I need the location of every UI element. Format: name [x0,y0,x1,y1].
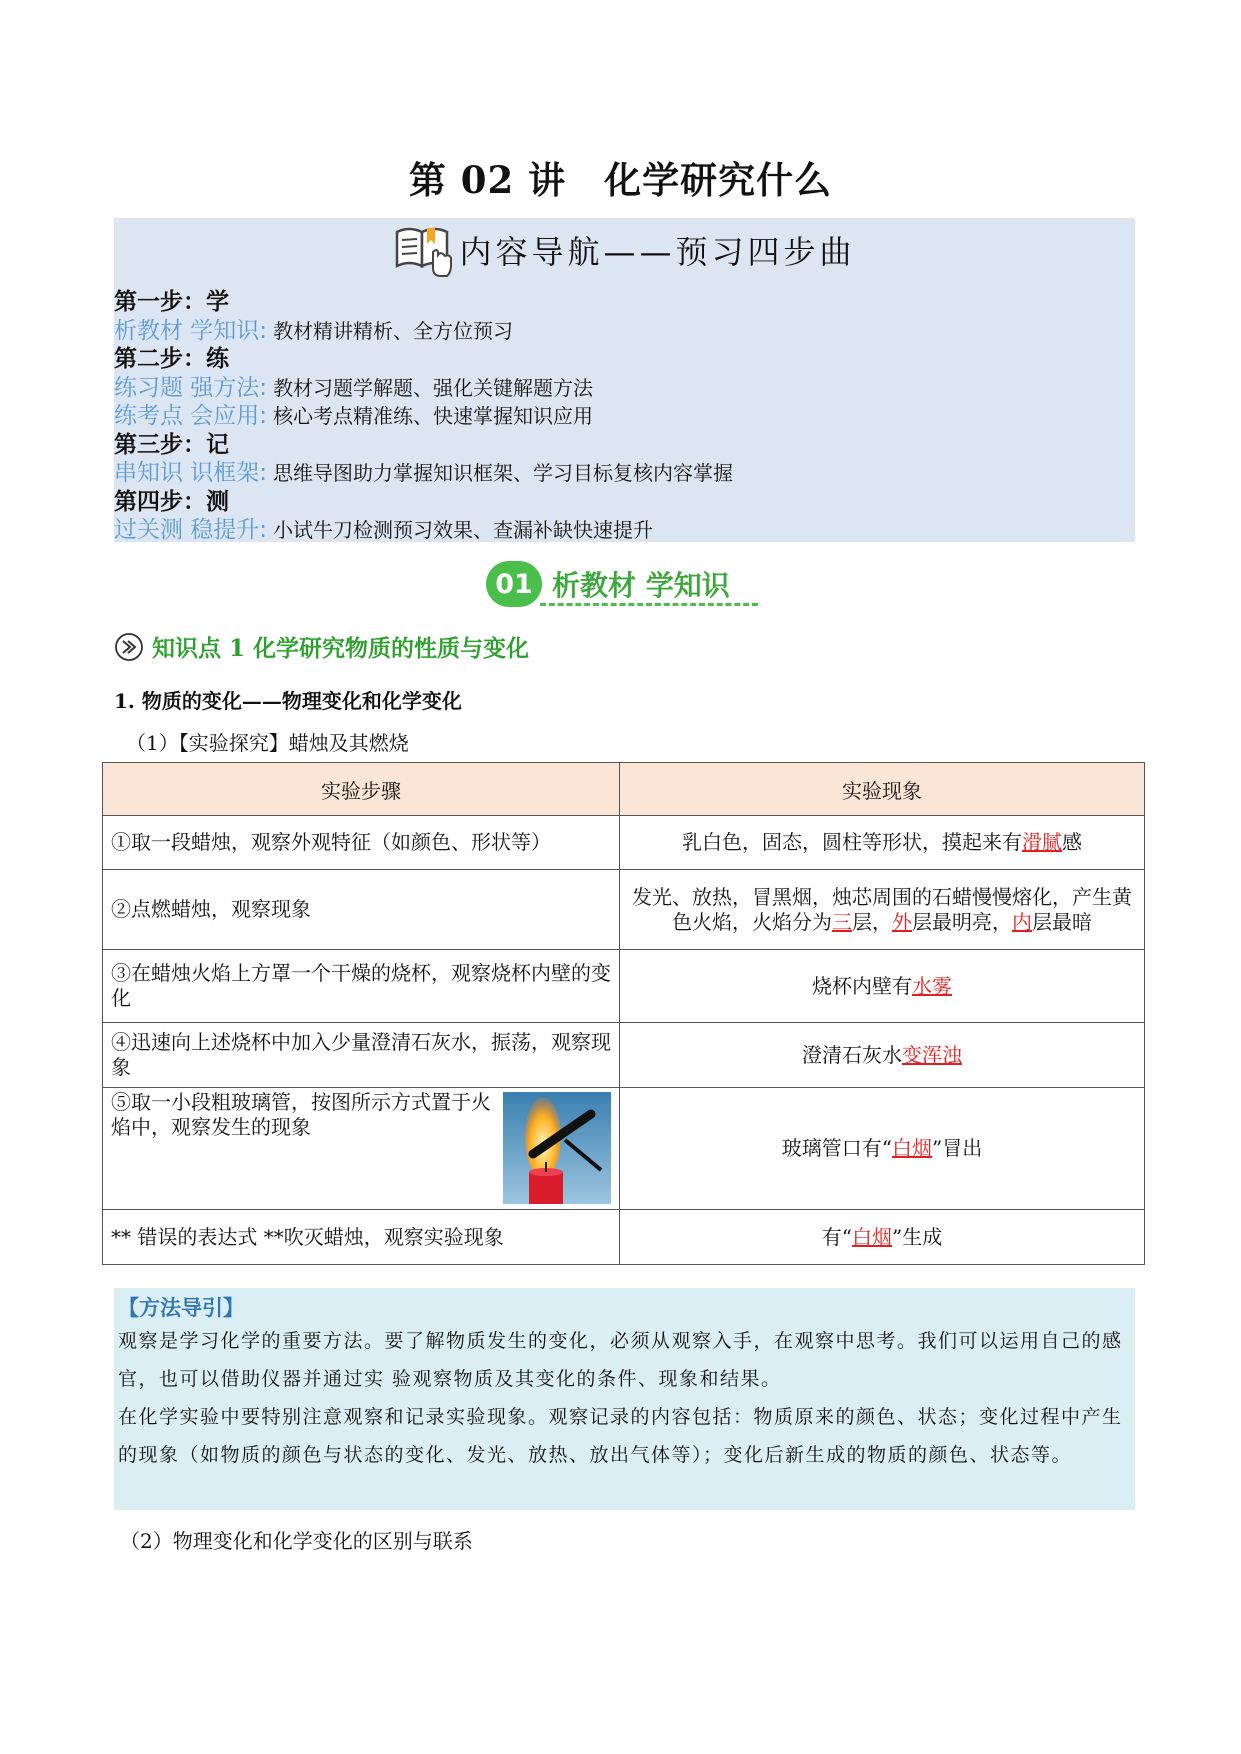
page-title: 第 02 讲 化学研究什么 [408,158,833,202]
answer-blank: 白烟 [852,1224,892,1249]
table-header-row [103,763,1145,816]
nav-item-desc: 教材精讲精析、全方位预习 [273,318,514,343]
step-cell: ** 错误的表达式 **吹灭蜡烛，观察实验现象 [103,1210,620,1265]
table-row [103,950,1145,1023]
column-header-steps: 实验步骤 [103,763,620,816]
experiment-table [102,762,1145,1265]
nav-item-desc: 小试牛刀检测预习效果、查漏补缺快速提升 [273,518,654,542]
step-cell [103,1088,620,1210]
step-cell: ②点燃蜡烛，观察现象 [103,870,620,950]
section-number: 01 [486,561,542,607]
answer-blank: 外 [892,909,912,934]
method-guide-title: 【方法导引】 [118,1296,244,1320]
nav-item-key: 串知识 识框架: [114,460,268,486]
phenomenon-cell [620,1023,1145,1088]
table-row [103,1210,1145,1265]
phenomenon-text: ”冒出 [932,1136,983,1160]
subheading-difference-relation: （2）物理变化和化学变化的区别与联系 [120,1529,473,1553]
answer-blank: 内 [1012,909,1032,934]
phenomenon-text: 发光、放热，冒黑烟，烛芯周围的石蜡慢慢熔化，产生黄色火焰，火焰分为 [632,884,1132,934]
answer-blank: 变浑浊 [902,1042,962,1067]
nav-step-heading: 第三步：记 [114,430,229,458]
chevron-right-circle-icon [114,632,144,662]
phenomenon-text: 玻璃管口有“ [781,1136,892,1160]
answer-blank: 三 [832,909,852,934]
method-paragraph: 在化学实验中要特别注意观察和记录实验现象。观察记录的内容包括：物质原来的颜色、状态；变化过程中产生的现象（如物质的颜色与状态的变化、发光、放热、放出气体等）；变化后新生成的物质的颜色、状态等。 [118,1406,1123,1466]
table-row [103,1088,1145,1210]
phenomenon-text: 澄清石灰水 [802,1042,902,1067]
step-cell: ③在蜡烛火焰上方罩一个干燥的烧杯，观察烧杯内壁的变化 [103,950,620,1023]
nav-step-heading: 第一步：学 [114,288,229,315]
phenomenon-text: 层最明亮， [912,909,1012,934]
phenomenon-cell [620,870,1145,950]
nav-item-desc: 教材习题学解题、强化关键解题方法 [273,375,594,400]
phenomenon-text: 层最暗 [1032,909,1092,934]
section-dashed-underline [540,603,758,606]
table-row [103,1023,1145,1088]
nav-header [114,218,1135,282]
content-navigation [114,218,1135,542]
candle-glass-tube-image [503,1092,611,1204]
book-pointer-icon [393,222,455,278]
subheading-physical-chemical-change: 1. 物质的变化——物理变化和化学变化 [114,689,462,713]
nav-item-desc: 思维导图助力掌握知识框架、学习目标复核内容掌握 [273,461,734,485]
nav-item-key: 析教材 学知识: [114,317,268,344]
phenomenon-text: 烧杯内壁有 [812,973,912,998]
answer-blank: 滑腻 [1022,830,1062,854]
nav-item [114,516,1135,545]
method-paragraph: 观察是学习化学的重要方法。要了解物质发生的变化，必须从观察入手，在观察中思考。我们可以运用自己的感官，也可以借助仪器并通过实 验观察物质及其变化的条件、现象和结果。 [118,1330,1123,1390]
phenomenon-text: 有“ [821,1224,852,1249]
nav-header-text: 内容导航——预习四步曲 [459,233,856,271]
nav-step-heading: 第二步：练 [114,345,229,372]
phenomenon-cell [620,1088,1145,1210]
table-row [103,816,1145,870]
nav-item [114,374,1135,403]
nav-item [114,317,1135,346]
section-label: 析教材 学知识 [552,569,730,602]
step-cell: ①取一段蜡烛，观察外观特征（如颜色、形状等） [103,816,620,870]
nav-item-key: 练习题 强方法: [114,374,268,401]
phenomenon-text: 乳白色，固态，圆柱等形状，摸起来有 [682,830,1022,854]
subheading-candle-experiment: （1）【实验探究】蜡烛及其燃烧 [126,731,409,755]
table-row [103,870,1145,950]
nav-item-key: 过关测 稳提升: [114,517,268,543]
nav-step-heading: 第四步：测 [114,487,229,515]
nav-step-list [114,288,1135,545]
phenomenon-text: 层， [852,909,892,934]
phenomenon-text: 感 [1062,830,1082,854]
answer-blank: 水雾 [912,973,952,998]
answer-blank: 白烟 [892,1136,932,1160]
step-cell: ④迅速向上述烧杯中加入少量澄清石灰水，振荡，观察现象 [103,1023,620,1088]
method-guide-box [114,1288,1135,1510]
column-header-phenomena: 实验现象 [620,763,1145,816]
nav-item [114,459,1135,488]
step-text: ⑤取一小段粗玻璃管，按图所示方式置于火焰中，观察发生的现象 [111,1090,491,1139]
phenomenon-cell [620,816,1145,870]
nav-item [114,402,1135,431]
phenomenon-cell [620,1210,1145,1265]
phenomenon-text: ”生成 [892,1224,943,1249]
nav-item-desc: 核心考点精准练、快速掌握知识应用 [273,404,594,428]
nav-item-key: 练考点 会应用: [114,403,268,429]
knowledge-point-text: 知识点 1 化学研究物质的性质与变化 [152,635,530,662]
phenomenon-cell [620,950,1145,1023]
knowledge-point-heading [114,630,529,663]
